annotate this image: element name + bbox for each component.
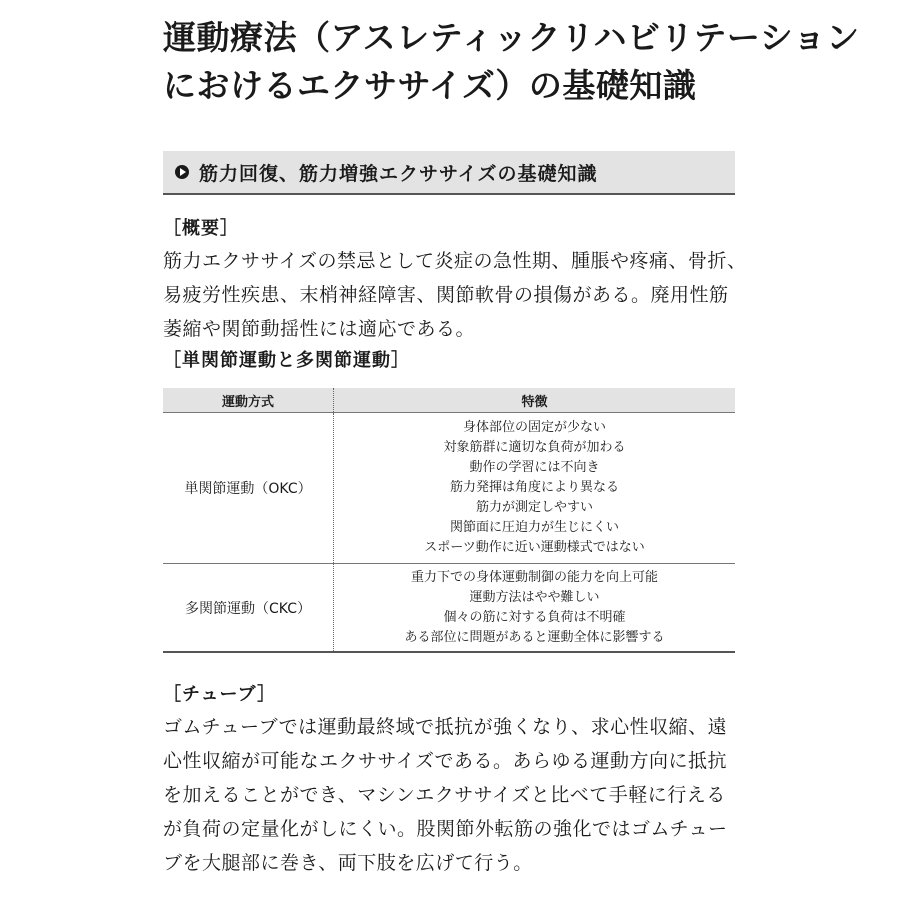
overview-paragraph [163,244,763,346]
feature-item: 動作の学習には不向き [469,460,600,475]
tube-heading: ［チューブ］ [163,684,277,705]
feature-list [334,413,736,564]
table-header-row [163,388,735,413]
overview-heading: ［概要］ [163,218,239,239]
feature-item: 筋力発揮は角度により異なる [449,480,619,495]
tube-line: が負荷の定量化がしにくい。股関節外転筋の強化ではゴムチュー [163,818,728,840]
feature-item: 重力下での身体運動制御の能力を向上可能 [410,569,658,585]
overview-line: 萎縮や関節動揺性には適応である。 [163,318,476,340]
method-label: 単関節運動（OKC） [184,481,312,497]
tube-line: 心性収縮が可能なエクササイズである。あらゆる運動方向に抵抗 [163,750,727,772]
feature-list [334,564,736,653]
play-circle-icon [175,165,189,179]
tube-paragraph [163,710,763,880]
page-title [163,14,863,110]
exercise-comparison-table [163,388,735,653]
overview-line: 易疲労性疾患、末梢神経障害、関節軟骨の損傷がある。廃用性筋 [163,284,729,306]
method-label: 多関節運動（CKC） [185,600,311,617]
table-row-ckc [163,564,735,653]
feature-item: 筋力が測定しやすい [475,500,593,515]
tube-line: ゴムチューブでは運動最終域で抵抗が強くなり、求心性収縮、遠 [163,716,728,738]
feature-item: 身体部位の固定が少ない [462,420,606,435]
feature-item: 対象筋群に適切な負荷が加わる [443,440,626,455]
page-title-line-2: におけるエクササイズ）の基礎知識 [163,66,697,105]
table-row-okc [163,413,735,564]
column-header-method: 運動方式 [163,388,334,413]
section-header [163,151,735,195]
tube-line: を加えることができ、マシンエクササイズと比べて手軽に行える [163,784,726,806]
feature-item: 運動方法はやや難しい [469,589,600,605]
feature-item: 関節面に圧迫力が生じにくい [449,520,619,535]
feature-item: 個々の筋に対する負荷は不明確 [443,609,626,625]
tube-line: ブを大腿部に巻き、両下肢を広げて行う。 [163,852,533,874]
feature-item: スポーツ動作に近い運動様式ではない [424,540,645,555]
overview-line: 筋力エクササイズの禁忌として炎症の急性期、腫脹や疼痛、骨折、 [163,250,747,272]
page-title-line-1: 運動療法（アスレティックリハビリテーション [163,18,860,57]
column-header-features: 特徴 [334,388,736,413]
section-title: 筋力回復、筋力増強エクササイズの基礎知識 [199,162,598,185]
feature-item: ある部位に問題があると運動全体に影響する [404,629,665,645]
kinetic-chain-heading: ［単関節運動と多関節運動］ [163,350,410,371]
